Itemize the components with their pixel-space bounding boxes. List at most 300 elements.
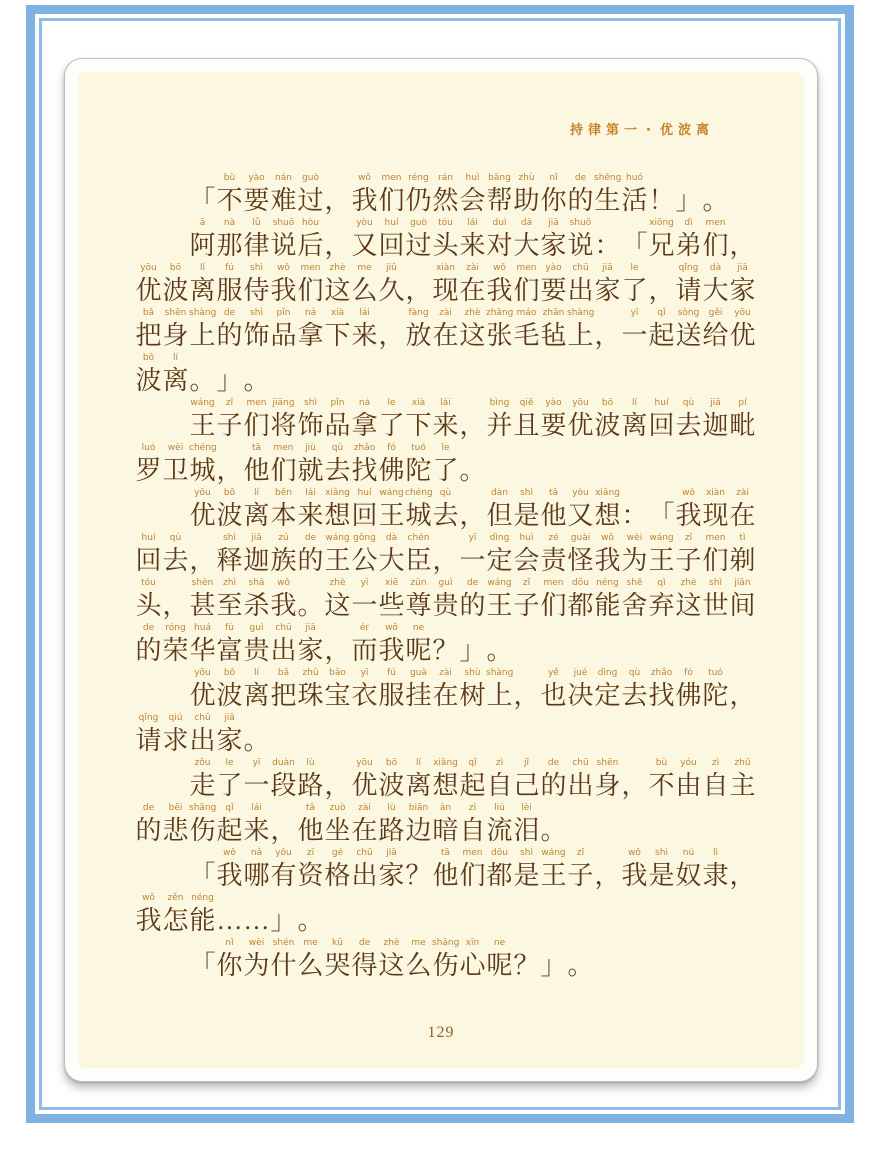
pinyin-annotation: tā — [251, 443, 262, 453]
hanzi-character: ， — [621, 771, 648, 800]
ruby-char — [216, 846, 243, 891]
ruby-char — [162, 261, 189, 306]
hanzi-character: 出 — [351, 861, 378, 890]
hanzi-character: 回 — [648, 411, 675, 440]
hanzi-character: 城 — [405, 501, 432, 530]
ruby-char — [270, 576, 297, 621]
hanzi-character: 们 — [702, 546, 729, 575]
pinyin-annotation — [189, 846, 216, 860]
hanzi-character: 。 — [189, 366, 216, 395]
hanzi-character: 给 — [702, 321, 729, 350]
ruby-char — [702, 576, 729, 621]
pinyin-annotation: shù — [464, 668, 481, 678]
ruby-char — [540, 261, 567, 306]
pinyin-annotation — [648, 261, 675, 275]
hanzi-character: 饰 — [243, 321, 270, 350]
ruby-char — [432, 846, 459, 891]
pinyin-annotation: jiā — [305, 623, 316, 633]
ruby-char — [270, 441, 297, 486]
ruby-char — [567, 396, 594, 441]
pinyin-annotation: zài — [439, 308, 452, 318]
ruby-char — [270, 801, 297, 846]
hanzi-character: 头 — [432, 231, 459, 260]
hanzi-character: 又 — [567, 501, 594, 530]
pinyin-annotation: wǒ — [493, 263, 506, 273]
hanzi-character: 他 — [297, 816, 324, 845]
hanzi-character: 子 — [216, 411, 243, 440]
pinyin-annotation — [648, 486, 675, 500]
ruby-char — [486, 666, 513, 711]
hanzi-character: 陀 — [405, 456, 432, 485]
pinyin-annotation: yī — [252, 758, 261, 768]
pinyin-annotation: duì — [492, 218, 507, 228]
pinyin-annotation: jiǔ — [386, 263, 397, 273]
ruby-char — [702, 261, 729, 306]
paragraph — [135, 936, 762, 981]
pinyin-annotation: men — [273, 443, 294, 453]
pinyin-annotation: yōu — [356, 758, 373, 768]
pinyin-annotation: liú — [494, 803, 505, 813]
ruby-char — [459, 576, 486, 621]
hanzi-character: 波 — [135, 366, 162, 395]
pinyin-annotation: shēn — [164, 308, 187, 318]
hanzi-character: 边 — [405, 816, 432, 845]
hanzi-character: 了 — [378, 411, 405, 440]
hanzi-character: 贵 — [243, 636, 270, 665]
ruby-char — [648, 756, 675, 801]
hanzi-character: 由 — [675, 771, 702, 800]
ruby-char — [189, 621, 216, 666]
pinyin-annotation: qù — [682, 398, 695, 408]
pinyin-annotation — [594, 216, 621, 230]
hanzi-character: 现 — [702, 501, 729, 530]
hanzi-character: 得 — [351, 951, 378, 980]
ruby-char — [189, 531, 216, 576]
ruby-char — [621, 531, 648, 576]
pinyin-annotation — [648, 171, 675, 185]
pinyin-annotation: duàn — [272, 758, 295, 768]
pinyin-annotation: bù — [223, 173, 236, 183]
ruby-char — [162, 351, 189, 396]
hanzi-character: 能 — [189, 906, 216, 935]
hanzi-character: 。 — [297, 591, 324, 620]
pinyin-annotation: lái — [467, 218, 478, 228]
hanzi-character: 来 — [459, 231, 486, 260]
pinyin-annotation: lái — [251, 803, 262, 813]
ruby-char — [351, 531, 378, 576]
hanzi-character: 都 — [486, 861, 513, 890]
hanzi-character: 这 — [324, 276, 351, 305]
hanzi-character: 回 — [135, 546, 162, 575]
hanzi-character: 然 — [432, 186, 459, 215]
ruby-char — [405, 936, 432, 981]
pinyin-annotation: bō — [601, 398, 614, 408]
hanzi-character: 我 — [216, 861, 243, 890]
ruby-char — [297, 936, 324, 981]
hanzi-character: 离 — [243, 501, 270, 530]
ruby-char — [513, 261, 540, 306]
ruby-char — [486, 531, 513, 576]
ruby-char — [459, 621, 486, 666]
pinyin-annotation — [540, 801, 567, 815]
hanzi-character: ， — [405, 276, 432, 305]
ruby-char — [405, 396, 432, 441]
hanzi-character: 子 — [513, 591, 540, 620]
hanzi-character: 波 — [162, 276, 189, 305]
pinyin-annotation: shàng — [567, 308, 595, 318]
pinyin-annotation: zì — [711, 758, 720, 768]
pinyin-annotation — [675, 171, 702, 185]
pinyin-annotation: gé — [331, 848, 344, 858]
pinyin-annotation: kū — [332, 938, 343, 948]
ruby-char — [540, 936, 567, 981]
ruby-char — [729, 396, 756, 441]
pinyin-annotation: bǎ — [142, 308, 155, 318]
pinyin-annotation: lù — [387, 803, 396, 813]
pinyin-annotation: qiě — [519, 398, 534, 408]
pinyin-annotation: fàng — [408, 308, 429, 318]
ruby-char — [243, 711, 270, 756]
pinyin-annotation: wǒ — [601, 533, 614, 543]
pinyin-annotation: chū — [275, 623, 292, 633]
hanzi-character: 什 — [270, 951, 297, 980]
ruby-char — [702, 531, 729, 576]
ruby-char — [216, 216, 243, 261]
ruby-char — [189, 306, 216, 351]
hanzi-character: 伤 — [432, 951, 459, 980]
hanzi-character: 树 — [459, 681, 486, 710]
hanzi-character: 出 — [270, 636, 297, 665]
hanzi-character: 优 — [351, 771, 378, 800]
ruby-char — [216, 351, 243, 396]
hanzi-character: 出 — [189, 726, 216, 755]
hanzi-character: ， — [648, 276, 675, 305]
ruby-char — [432, 531, 459, 576]
hanzi-character: 来 — [297, 501, 324, 530]
hanzi-character: 来 — [243, 816, 270, 845]
pinyin-annotation: chéng — [189, 443, 217, 453]
ruby-char — [297, 171, 324, 216]
ruby-char — [189, 441, 216, 486]
hanzi-character: 你 — [216, 951, 243, 980]
pinyin-annotation: shě — [626, 578, 643, 588]
hanzi-character: 去 — [324, 456, 351, 485]
pinyin-annotation: shuō — [569, 218, 592, 228]
hanzi-character: 去 — [432, 501, 459, 530]
ruby-char — [216, 576, 243, 621]
ruby-char — [432, 216, 459, 261]
ruby-char — [432, 936, 459, 981]
ruby-char — [243, 486, 270, 531]
ruby-char — [675, 666, 702, 711]
ruby-char — [513, 801, 540, 846]
pinyin-annotation: qù — [439, 488, 452, 498]
ruby-char — [351, 756, 378, 801]
hanzi-character: 本 — [270, 501, 297, 530]
ruby-char — [567, 171, 594, 216]
ruby-char — [216, 396, 243, 441]
pinyin-annotation: chū — [572, 758, 589, 768]
hanzi-character: 这 — [459, 321, 486, 350]
ruby-char — [189, 756, 216, 801]
ruby-char — [432, 621, 459, 666]
hanzi-character: 坐 — [324, 816, 351, 845]
ruby-char — [459, 801, 486, 846]
hanzi-character: 为 — [621, 546, 648, 575]
ruby-char — [243, 351, 270, 396]
pinyin-annotation: wǒ — [142, 893, 155, 903]
ruby-char — [594, 846, 621, 891]
hanzi-character: ， — [459, 501, 486, 530]
ruby-char — [351, 666, 378, 711]
pinyin-annotation: de — [223, 308, 236, 318]
pinyin-annotation: le — [630, 263, 639, 273]
hanzi-character: 但 — [486, 501, 513, 530]
pinyin-annotation: lái — [440, 398, 451, 408]
ruby-char — [216, 261, 243, 306]
pinyin-annotation: zhǎo — [353, 443, 376, 453]
hanzi-character: 毛 — [513, 321, 540, 350]
pinyin-annotation — [594, 306, 621, 320]
hanzi-character: 离 — [189, 276, 216, 305]
hanzi-character: 主 — [729, 771, 756, 800]
ruby-char — [270, 936, 297, 981]
ruby-char — [189, 486, 216, 531]
ruby-char — [189, 801, 216, 846]
ruby-char — [459, 306, 486, 351]
hanzi-character: 你 — [540, 186, 567, 215]
pinyin-annotation: yòu — [356, 218, 373, 228]
pinyin-annotation: yòu — [572, 488, 589, 498]
pinyin-annotation: wǒ — [223, 848, 236, 858]
ruby-char — [189, 936, 216, 981]
pinyin-annotation: men — [381, 173, 402, 183]
ruby-char — [621, 846, 648, 891]
pinyin-annotation: de — [547, 758, 560, 768]
ruby-char — [540, 801, 567, 846]
pinyin-annotation — [243, 891, 270, 905]
hanzi-character: 定 — [486, 546, 513, 575]
pinyin-annotation: zǐ — [225, 398, 234, 408]
ruby-char — [405, 441, 432, 486]
hanzi-character: ： — [594, 231, 621, 260]
pinyin-annotation: guò — [410, 218, 427, 228]
ruby-char — [594, 216, 621, 261]
ruby-char — [729, 666, 756, 711]
ruby-char — [459, 171, 486, 216]
hanzi-character: 我 — [621, 861, 648, 890]
hanzi-character: ， — [432, 546, 459, 575]
pinyin-annotation: chū — [356, 848, 373, 858]
ruby-char — [243, 441, 270, 486]
hanzi-character: 怪 — [567, 546, 594, 575]
hanzi-character: 离 — [243, 681, 270, 710]
hanzi-character: 己 — [513, 771, 540, 800]
pinyin-annotation: nú — [682, 848, 695, 858]
ruby-char — [351, 261, 378, 306]
ruby-char — [243, 936, 270, 981]
hanzi-character: ， — [594, 321, 621, 350]
pinyin-annotation: guì — [438, 578, 453, 588]
hanzi-character: 把 — [135, 321, 162, 350]
hanzi-character: 一 — [621, 321, 648, 350]
ruby-char — [567, 306, 594, 351]
hanzi-character: ， — [324, 771, 351, 800]
ruby-char — [540, 486, 567, 531]
pinyin-annotation: lí — [253, 488, 259, 498]
pinyin-annotation: huí — [141, 533, 156, 543]
pinyin-annotation: yōu — [572, 398, 589, 408]
pinyin-annotation: bō — [223, 488, 236, 498]
paragraph — [135, 171, 762, 216]
pinyin-annotation: zài — [736, 488, 749, 498]
paragraph — [135, 216, 762, 396]
ruby-char — [351, 576, 378, 621]
pinyin-annotation: zhè — [383, 938, 400, 948]
pinyin-annotation: de — [142, 623, 155, 633]
pinyin-annotation: qù — [169, 533, 182, 543]
pinyin-annotation: lí — [172, 353, 178, 363]
hanzi-character: 大 — [378, 546, 405, 575]
hanzi-character: 呢 — [405, 636, 432, 665]
ruby-char — [324, 756, 351, 801]
pinyin-annotation — [621, 756, 648, 770]
ruby-char — [216, 486, 243, 531]
hanzi-character: 家 — [378, 861, 405, 890]
ruby-char — [621, 261, 648, 306]
hanzi-character: 张 — [486, 321, 513, 350]
ruby-char — [135, 261, 162, 306]
hanzi-character: 在 — [729, 501, 756, 530]
paragraph — [135, 846, 762, 936]
pinyin-annotation: luó — [141, 443, 156, 453]
hanzi-character: 的 — [540, 771, 567, 800]
ruby-char — [216, 936, 243, 981]
pinyin-annotation: me — [303, 938, 318, 948]
ruby-char — [432, 576, 459, 621]
hanzi-character: 将 — [270, 411, 297, 440]
pinyin-annotation: wǒ — [385, 623, 398, 633]
hanzi-character: 。 — [243, 366, 270, 395]
hanzi-character: 会 — [459, 186, 486, 215]
hanzi-character: 都 — [567, 591, 594, 620]
ruby-char — [216, 891, 243, 936]
pinyin-annotation: zǐ — [684, 533, 693, 543]
ruby-char — [324, 621, 351, 666]
hanzi-character: 想 — [432, 771, 459, 800]
hanzi-character: 要 — [540, 411, 567, 440]
ruby-char — [216, 441, 243, 486]
hanzi-character: 想 — [324, 501, 351, 530]
hanzi-character: 责 — [540, 546, 567, 575]
ruby-char — [675, 576, 702, 621]
hanzi-character: 族 — [270, 546, 297, 575]
hanzi-character: 」 — [216, 366, 243, 395]
ruby-char — [540, 531, 567, 576]
pinyin-annotation: wáng — [541, 848, 566, 858]
ruby-char — [405, 756, 432, 801]
pinyin-annotation: fú — [387, 668, 396, 678]
ruby-char — [648, 396, 675, 441]
hanzi-character: 不 — [216, 186, 243, 215]
hanzi-character: 我 — [270, 591, 297, 620]
hanzi-character: 佛 — [378, 456, 405, 485]
ruby-char — [432, 486, 459, 531]
hanzi-character: 的 — [567, 186, 594, 215]
hanzi-character: 我 — [594, 546, 621, 575]
pinyin-annotation: shāng — [189, 803, 217, 813]
ruby-char — [324, 531, 351, 576]
pinyin-annotation: róng — [165, 623, 186, 633]
pinyin-annotation: wèi — [248, 938, 265, 948]
ruby-char — [486, 756, 513, 801]
hanzi-character: 去 — [621, 681, 648, 710]
pinyin-annotation: shēng — [594, 173, 622, 183]
hanzi-character: ？ — [432, 636, 459, 665]
hanzi-character: 他 — [540, 501, 567, 530]
ruby-char — [621, 396, 648, 441]
ruby-char — [243, 756, 270, 801]
pinyin-annotation: yào — [248, 173, 265, 183]
ruby-char — [270, 486, 297, 531]
pinyin-annotation: yī — [630, 308, 639, 318]
pinyin-annotation: pǐn — [276, 308, 291, 318]
hanzi-character: 定 — [594, 681, 621, 710]
pinyin-annotation: máo — [516, 308, 537, 318]
hanzi-character: 的 — [459, 591, 486, 620]
hanzi-character: 「 — [621, 231, 648, 260]
body-text — [135, 171, 762, 981]
pinyin-annotation: yě — [548, 668, 559, 678]
ruby-char — [324, 396, 351, 441]
pinyin-annotation — [432, 621, 459, 635]
ruby-char — [297, 846, 324, 891]
ruby-char — [405, 531, 432, 576]
hanzi-character: 迦 — [243, 546, 270, 575]
pinyin-annotation: qù — [628, 668, 641, 678]
ruby-char — [162, 801, 189, 846]
pinyin-annotation: de — [358, 938, 371, 948]
hanzi-character: 一 — [243, 771, 270, 800]
ruby-char — [540, 306, 567, 351]
ruby-char — [189, 576, 216, 621]
pinyin-annotation: xiǎng — [433, 758, 458, 768]
pinyin-annotation: dà — [520, 218, 533, 228]
hanzi-character: ， — [729, 681, 756, 710]
pinyin-annotation: shā — [248, 578, 265, 588]
pinyin-annotation: dìng — [489, 533, 510, 543]
hanzi-character: 离 — [162, 366, 189, 395]
hanzi-character: 这 — [675, 591, 702, 620]
hanzi-character: ？ — [405, 861, 432, 890]
hanzi-character: 后 — [297, 231, 324, 260]
ruby-char — [378, 261, 405, 306]
pinyin-annotation: yōu — [140, 263, 157, 273]
ruby-char — [270, 756, 297, 801]
hanzi-character: 呢 — [486, 951, 513, 980]
pinyin-annotation: jiù — [305, 443, 316, 453]
hanzi-character: 决 — [567, 681, 594, 710]
hanzi-character: 毡 — [540, 321, 567, 350]
pinyin-annotation: zhè — [329, 578, 346, 588]
pinyin-annotation: fó — [387, 443, 396, 453]
hanzi-character: 家 — [540, 231, 567, 260]
pinyin-annotation: zhì — [223, 578, 236, 588]
ruby-char — [216, 666, 243, 711]
pinyin-annotation — [513, 936, 540, 950]
pinyin-annotation: dì — [684, 218, 693, 228]
ruby-char — [324, 171, 351, 216]
